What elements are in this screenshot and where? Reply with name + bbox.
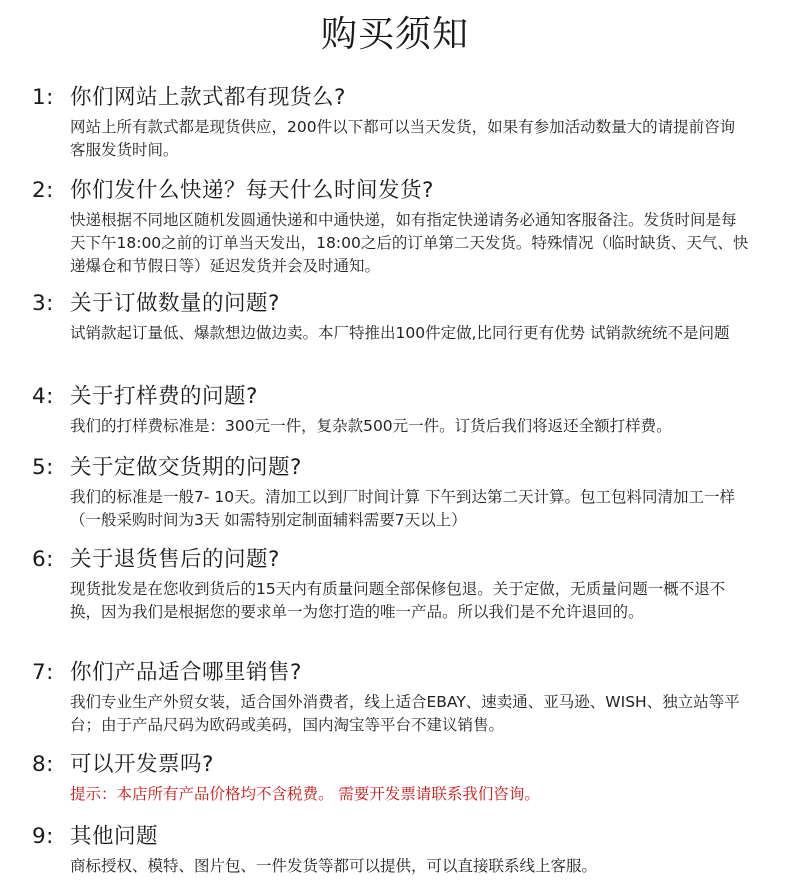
- faq-number: 9:: [32, 824, 54, 849]
- faq-question: [32, 383, 762, 411]
- faq-number: 6:: [32, 547, 54, 572]
- faq-item: [32, 823, 762, 878]
- faq-item: [32, 546, 762, 624]
- page-title: 购买须知: [320, 14, 469, 55]
- faq-question-text: 你们产品适合哪里销售?: [70, 660, 302, 685]
- faq-question: [32, 454, 762, 482]
- faq-question: [32, 823, 762, 851]
- faq-item: [32, 659, 762, 737]
- faq-answer: 快递根据不同地区随机发圆通快递和中通快递，如有指定快递请务必通知客服备注。发货时间是每天下午18:00之前的订单当天发出，18:00之后的订单第二天发货。特殊情况（临时缺货、天气、快递爆仓和节假日等）延迟发货并会及时通知。: [70, 211, 749, 275]
- faq-question-text: 关于定做交货期的问题?: [70, 455, 302, 480]
- faq-answer: 试销款起订量低、爆款想边做边卖。本厂特推出100件定做,比同行更有优势 试销款统统不是问题: [70, 324, 730, 342]
- faq-answer: 我们的标准是一般7- 10天。清加工以到厂时间计算 下午到达第二天计算。包工包料同清加工一样（一般采购时间为3天 如需特别定制面辅料需要7天以上）: [70, 488, 736, 529]
- faq-number: 8:: [32, 752, 54, 777]
- faq-question-text: 其他问题: [70, 824, 159, 849]
- faq-item: [32, 751, 762, 806]
- faq-number: 7:: [32, 660, 54, 685]
- invoice-notice: 提示：本店所有产品价格均不含税费。 需要开发票请联系我们咨询。: [70, 785, 540, 803]
- faq-answer: 现货批发是在您收到货后的15天内有质量问题全部保修包退。关于定做，无质量问题一概不退不换，因为我们是根据您的要求单一为您打造的唯一产品。所以我们是不允许退回的。: [70, 580, 726, 621]
- faq-number: 3:: [32, 291, 54, 316]
- faq-question-text: 关于退货售后的问题?: [70, 547, 280, 572]
- faq-question: [32, 546, 762, 574]
- faq-question-text: 你们网站上款式都有现货么?: [70, 85, 346, 110]
- faq-question-text: 关于打样费的问题?: [70, 384, 258, 409]
- faq-answer: 商标授权、模特、图片包、一件发货等都可以提供，可以直接联系线上客服。: [70, 857, 598, 875]
- faq-item: [32, 383, 762, 438]
- faq-answer: 我们专业生产外贸女装，适合国外消费者，线上适合EBAY、速卖通、亚马逊、WISH、独立站等平台；由于产品尺码为欧码或美码，国内淘宝等平台不建议销售。: [70, 693, 740, 734]
- faq-number: 2:: [32, 178, 54, 203]
- faq-item: [32, 454, 762, 532]
- faq-answer: 网站上所有款式都是现货供应，200件以下都可以当天发货，如果有参加活动数量大的请提前咨询客服发货时间。: [70, 118, 736, 159]
- faq-number: 4:: [32, 384, 54, 409]
- faq-number: 5:: [32, 455, 54, 480]
- faq-question: [32, 751, 762, 779]
- faq-item: [32, 290, 762, 345]
- faq-number: 1:: [32, 85, 54, 110]
- faq-item: [32, 84, 762, 162]
- faq-question: [32, 177, 762, 205]
- faq-question: [32, 290, 762, 318]
- faq-question-text: 可以开发票吗?: [70, 752, 214, 777]
- faq-question-text: 你们发什么快递？每天什么时间发货?: [70, 178, 434, 203]
- faq-item: [32, 177, 762, 278]
- faq-question-text: 关于订做数量的问题?: [70, 291, 280, 316]
- faq-question: [32, 659, 762, 687]
- faq-answer: 我们的打样费标准是：300元一件，复杂款500元一件。订货后我们将返还全额打样费。: [70, 417, 672, 435]
- faq-question: [32, 84, 762, 112]
